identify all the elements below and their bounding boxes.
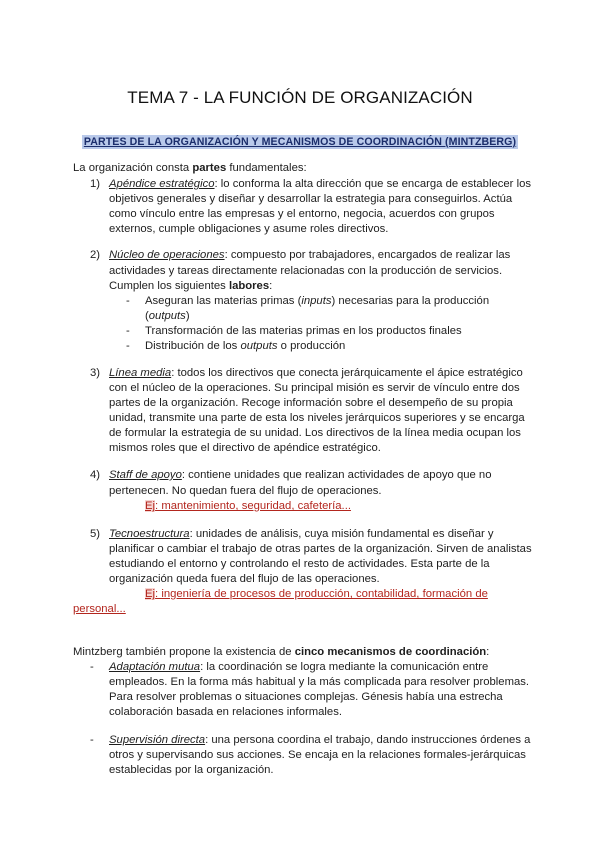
mech-1-term: Adaptación mutua: [109, 661, 201, 673]
sub-bullet-1-cont: [145, 309, 190, 324]
item-1-text: : lo conforma la alta dirección que se encarga de establecer los: [214, 178, 532, 190]
item-1-line-3: como vínculo entre las empresas y el entorno, negocia, acuerdos con grupos: [109, 208, 495, 220]
intro-bold: partes: [192, 162, 227, 174]
sub-bullet-1: [145, 294, 489, 309]
item-4-line-2: pertenecen. No quedan fuera del flujo de operaciones.: [109, 485, 382, 497]
item-1-line-4: externos, cumple obligaciones y asume roles directivos.: [109, 223, 389, 235]
item-3-line-3: partes de la organización. Recoge información sobre el desempeño de su propia: [109, 397, 513, 409]
item-2-text: : compuesto por trabajadores, encargados de realizar las: [224, 249, 511, 261]
item-2-line-3: [109, 279, 272, 294]
item-4-text: : contiene unidades que realizan actividades de apoyo que no: [181, 469, 492, 481]
item-4-line-1: [109, 468, 492, 483]
mech-2-term: Supervisión directa: [109, 734, 206, 746]
item-4-example: [145, 499, 351, 514]
item-3-text: : todos los directivos que conecta jerárquicamente el ápice estratégico: [171, 367, 523, 379]
item-5-example-text: : ingeniería de procesos de producción, contabilidad, formación de: [155, 588, 488, 600]
mech-1-dash: -: [90, 661, 94, 673]
intro-line: [73, 161, 307, 176]
item-2-l3-bold: labores: [228, 280, 270, 292]
sub-bullet-1-italic: inputs: [301, 295, 332, 307]
sub-bullet-3-end: o producción: [277, 340, 346, 352]
mech-2-line-1: [109, 733, 530, 748]
item-2-l3-end: :: [269, 280, 273, 292]
item-3-line-4: unidad, transmite una parte de esta los niveles jerárquicos superiores y se encarga: [109, 412, 525, 424]
item-2-l3-text: Cumplen los siguientes: [109, 280, 229, 292]
item-3-line-6: mismos roles que el directivo de apéndice estratégico.: [109, 442, 381, 454]
sub-bullet-1-cont-open: (: [145, 310, 149, 322]
item-3-number: 3): [90, 367, 101, 379]
item-5-line-2: planificar o cambiar el trabajo de otras partes de la organización. Sirven de analistas: [109, 543, 532, 555]
sub-bullet-1-text: Aseguran las materias primas (: [145, 295, 302, 307]
item-4-term: Staff de apoyo: [109, 469, 182, 481]
mechanisms-intro-text: Mintzberg también propone la existencia de: [73, 646, 295, 658]
section-subtitle: PARTES DE LA ORGANIZACIÓN Y MECANISMOS DE COORDINACIÓN (MINTZBERG): [83, 136, 517, 148]
item-3-line-1: [109, 366, 523, 381]
item-3-term: Línea media: [109, 367, 172, 379]
item-5-term: Tecnoestructura: [109, 528, 190, 540]
item-5-ej-label: Ej: [145, 588, 156, 600]
intro-text-end: fundamentales:: [226, 162, 307, 174]
item-5-example: [145, 587, 488, 602]
mech-2-dash: -: [90, 734, 94, 746]
sub-bullet-1-cont-close: ): [185, 310, 190, 322]
sub-bullet-3: [145, 339, 345, 354]
item-5-number: 5): [90, 528, 101, 540]
item-5-line-1: [109, 527, 494, 542]
item-4-ej-label: Ej: [145, 500, 156, 512]
sub-bullet-1-cont-italic: outputs: [148, 310, 186, 322]
bullet-dash-2: -: [126, 325, 130, 337]
mech-1-line-4: colaboración basada en relaciones informales.: [109, 706, 342, 718]
mech-1-text: : la coordinación se logra mediante la comunicación entre: [200, 661, 489, 673]
sub-bullet-2: Transformación de las materias primas en los productos finales: [145, 325, 462, 337]
item-3-line-5: de formular la estrategia de su unidad. Los directivos de la línea media ocupan los: [109, 427, 521, 439]
item-2-term: Núcleo de operaciones: [109, 249, 225, 261]
item-5-text: : unidades de análisis, cuya misión fundamental es diseñar y: [189, 528, 494, 540]
mech-2-text: : una persona coordina el trabajo, dando instrucciones órdenes a: [205, 734, 531, 746]
item-1-line-2: objetivos generales y diseñar y desarrollar la estrategia para conseguirlos. Actúa: [109, 193, 513, 205]
mech-1-line-2: empleados. En la forma más habitual y la más complicada para resolver problemas.: [109, 676, 530, 688]
item-1-number: 1): [90, 178, 101, 190]
mech-1-line-3: Para resolver problemas o situaciones complejas. Génesis había una estrecha: [109, 691, 503, 703]
bullet-dash-1: -: [126, 295, 130, 307]
sub-bullet-3-text: Distribución de los: [145, 340, 241, 352]
mechanisms-intro-bold: cinco mecanismos de coordinación: [294, 646, 487, 658]
sub-bullet-1-end: ) necesarias para la producción: [331, 295, 490, 307]
item-2-line-1: [109, 248, 510, 263]
item-5-line-3: estudiando el entorno y controlando el resto de actividades. Esta parte de la: [109, 558, 490, 570]
mechanisms-intro: [73, 645, 489, 660]
item-4-number: 4): [90, 469, 101, 481]
item-2-line-2: actividades y tareas directamente relacionadas con la producción de servicios.: [109, 265, 503, 277]
mech-2-line-2: otros y supervisando sus acciones. Se encaja en la relaciones formales-jerárquicas: [109, 749, 526, 761]
item-3-line-2: con el núcleo de la operaciones. Su principal misión es servir de vínculo entre dos: [109, 382, 520, 394]
mech-2-line-3: establecidas por la organización.: [109, 764, 274, 776]
mechanisms-intro-end: :: [486, 646, 490, 658]
sub-bullet-3-italic: outputs: [240, 340, 278, 352]
item-1-term: Apéndice estratégico: [109, 178, 215, 190]
item-5-line-4: organización queda fuera del flujo de las operaciones.: [109, 573, 380, 585]
bullet-dash-3: -: [126, 340, 130, 352]
item-1-line-1: [109, 177, 531, 192]
item-2-number: 2): [90, 249, 101, 261]
mech-1-line-1: [109, 660, 488, 675]
intro-text: La organización consta: [73, 162, 193, 174]
item-4-example-text: : mantenimiento, seguridad, cafetería...: [155, 500, 351, 512]
subtitle-container: [0, 132, 600, 150]
item-5-example-cont: personal...: [73, 603, 126, 615]
page-title: TEMA 7 - LA FUNCIÓN DE ORGANIZACIÓN: [127, 88, 473, 107]
